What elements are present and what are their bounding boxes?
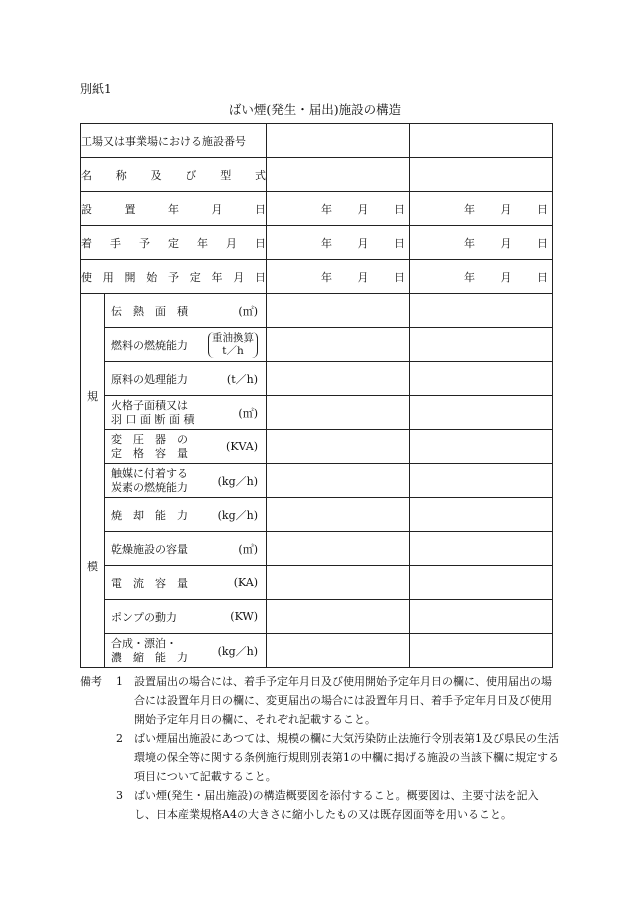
cell-dryer-capacity-2[interactable] [410, 532, 553, 566]
cell-current-capacity-1[interactable] [267, 566, 410, 600]
remark-note-3: 3 ばい煙(発生・届出施設)の構造概要図を添付すること。概要図は、主要寸法を記入し、日本産業規格A4の大きさに縮小したもの又は既存図面等を用いること。 [116, 789, 539, 821]
cell-transformer-2[interactable] [410, 430, 553, 464]
label-incineration: 焼 却 能 力 (kg／h) [105, 498, 267, 532]
remark-note-2: 2 ばい煙届出施設にあつては、規模の欄に大気汚染防止法施行令別表第1及び県民の生活環境の保全等に関する条例施行規則別表第1の中欄に掲げる施設の当該下欄に規定する項目について記載すること。 [116, 732, 559, 783]
cell-start-use-date-1[interactable]: 年 月 日 [267, 260, 410, 294]
cell-installed-date-1[interactable]: 年 月 日 [267, 192, 410, 226]
label-fuel-burning: 燃料の燃焼能力 重油換算 t／h [105, 328, 267, 362]
label-grate-area: 火格子面積又は 羽 口 面 断 面 積 (㎡) [105, 396, 267, 430]
cell-start-use-date-2[interactable]: 年 月 日 [410, 260, 553, 294]
cell-start-work-date-2[interactable]: 年 月 日 [410, 226, 553, 260]
cell-name-model-1[interactable] [267, 158, 410, 192]
row-scale-dryer-capacity [81, 532, 553, 566]
row-scale-grate-area [81, 396, 553, 430]
row-scale-heat-area [81, 294, 553, 328]
row-scale-raw-material [81, 362, 553, 396]
row-scale-incineration [81, 498, 553, 532]
cell-pump-power-1[interactable] [267, 600, 410, 634]
cell-synthesis-1[interactable] [267, 634, 410, 668]
cell-current-capacity-2[interactable] [410, 566, 553, 600]
row-scale-transformer [81, 430, 553, 464]
annex-label: 別紙1 [80, 82, 112, 96]
cell-catalyst-carbon-1[interactable] [267, 464, 410, 498]
row-installed-date [81, 192, 553, 226]
structure-table [80, 123, 553, 668]
row-scale-pump-power [81, 600, 553, 634]
label-pump-power: ポンプの動力 (KW) [105, 600, 267, 634]
cell-pump-power-2[interactable] [410, 600, 553, 634]
label-catalyst-carbon: 触媒に付着する 炭素の燃焼能力 (kg／h) [105, 464, 267, 498]
label-current-capacity: 電 流 容 量 (KA) [105, 566, 267, 600]
cell-name-model-2[interactable] [410, 158, 553, 192]
cell-facility-number-1[interactable] [267, 124, 410, 158]
cell-incineration-1[interactable] [267, 498, 410, 532]
cell-heat-area-2[interactable] [410, 294, 553, 328]
cell-transformer-1[interactable] [267, 430, 410, 464]
row-facility-number [81, 124, 553, 158]
row-name-model [81, 158, 553, 192]
cell-incineration-2[interactable] [410, 498, 553, 532]
cell-start-work-date-1[interactable]: 年 月 日 [267, 226, 410, 260]
cell-fuel-burning-1[interactable] [267, 328, 410, 362]
cell-facility-number-2[interactable] [410, 124, 553, 158]
row-scale-fuel-burning [81, 328, 553, 362]
label-heat-area: 伝 熱 面 積 (㎡) [105, 294, 267, 328]
label-synthesis: 合成・漂泊・ 濃 縮 能 力 (kg／h) [105, 634, 267, 668]
label-scale: 規 模 [81, 294, 105, 668]
cell-fuel-burning-2[interactable] [410, 328, 553, 362]
label-start-use-date: 使 用 開 始 予 定 年 月 日 [81, 260, 267, 294]
cell-synthesis-2[interactable] [410, 634, 553, 668]
form-title: ばい煙(発生・届出)施設の構造 [228, 102, 402, 117]
label-transformer: 変 圧 器 の 定 格 容 量 (KVA) [105, 430, 267, 464]
unit-heavy-oil-equivalent: 重油換算 t／h [208, 332, 258, 358]
row-start-use-date [81, 260, 553, 294]
row-scale-synthesis [81, 634, 553, 668]
cell-grate-area-1[interactable] [267, 396, 410, 430]
cell-raw-material-2[interactable] [410, 362, 553, 396]
label-installed-date: 設 置 年 月 日 [81, 192, 267, 226]
label-name-model: 名 称 及 び 型 式 [81, 158, 267, 192]
cell-dryer-capacity-1[interactable] [267, 532, 410, 566]
remark-note-1: 1 設置届出の場合には、着手予定年月日及び使用開始予定年月日の欄に、使用届出の場合には設置年月日の欄に、変更届出の場合には設置年月日、着手予定年月日及び使用開始予定年月日の欄に、それぞれ記載すること。 [116, 675, 552, 726]
label-dryer-capacity: 乾燥施設の容量 (㎥) [105, 532, 267, 566]
cell-installed-date-2[interactable]: 年 月 日 [410, 192, 553, 226]
row-scale-current-capacity [81, 566, 553, 600]
remarks-heading: 備考 [80, 675, 102, 688]
label-raw-material: 原料の処理能力 (t／h) [105, 362, 267, 396]
cell-heat-area-1[interactable] [267, 294, 410, 328]
row-scale-catalyst-carbon [81, 464, 553, 498]
row-start-work-date [81, 226, 553, 260]
label-facility-number: 工場又は事業場における施設番号 [81, 124, 267, 158]
cell-catalyst-carbon-2[interactable] [410, 464, 553, 498]
cell-grate-area-2[interactable] [410, 396, 553, 430]
label-start-work-date: 着 手 予 定 年 月 日 [81, 226, 267, 260]
cell-raw-material-1[interactable] [267, 362, 410, 396]
